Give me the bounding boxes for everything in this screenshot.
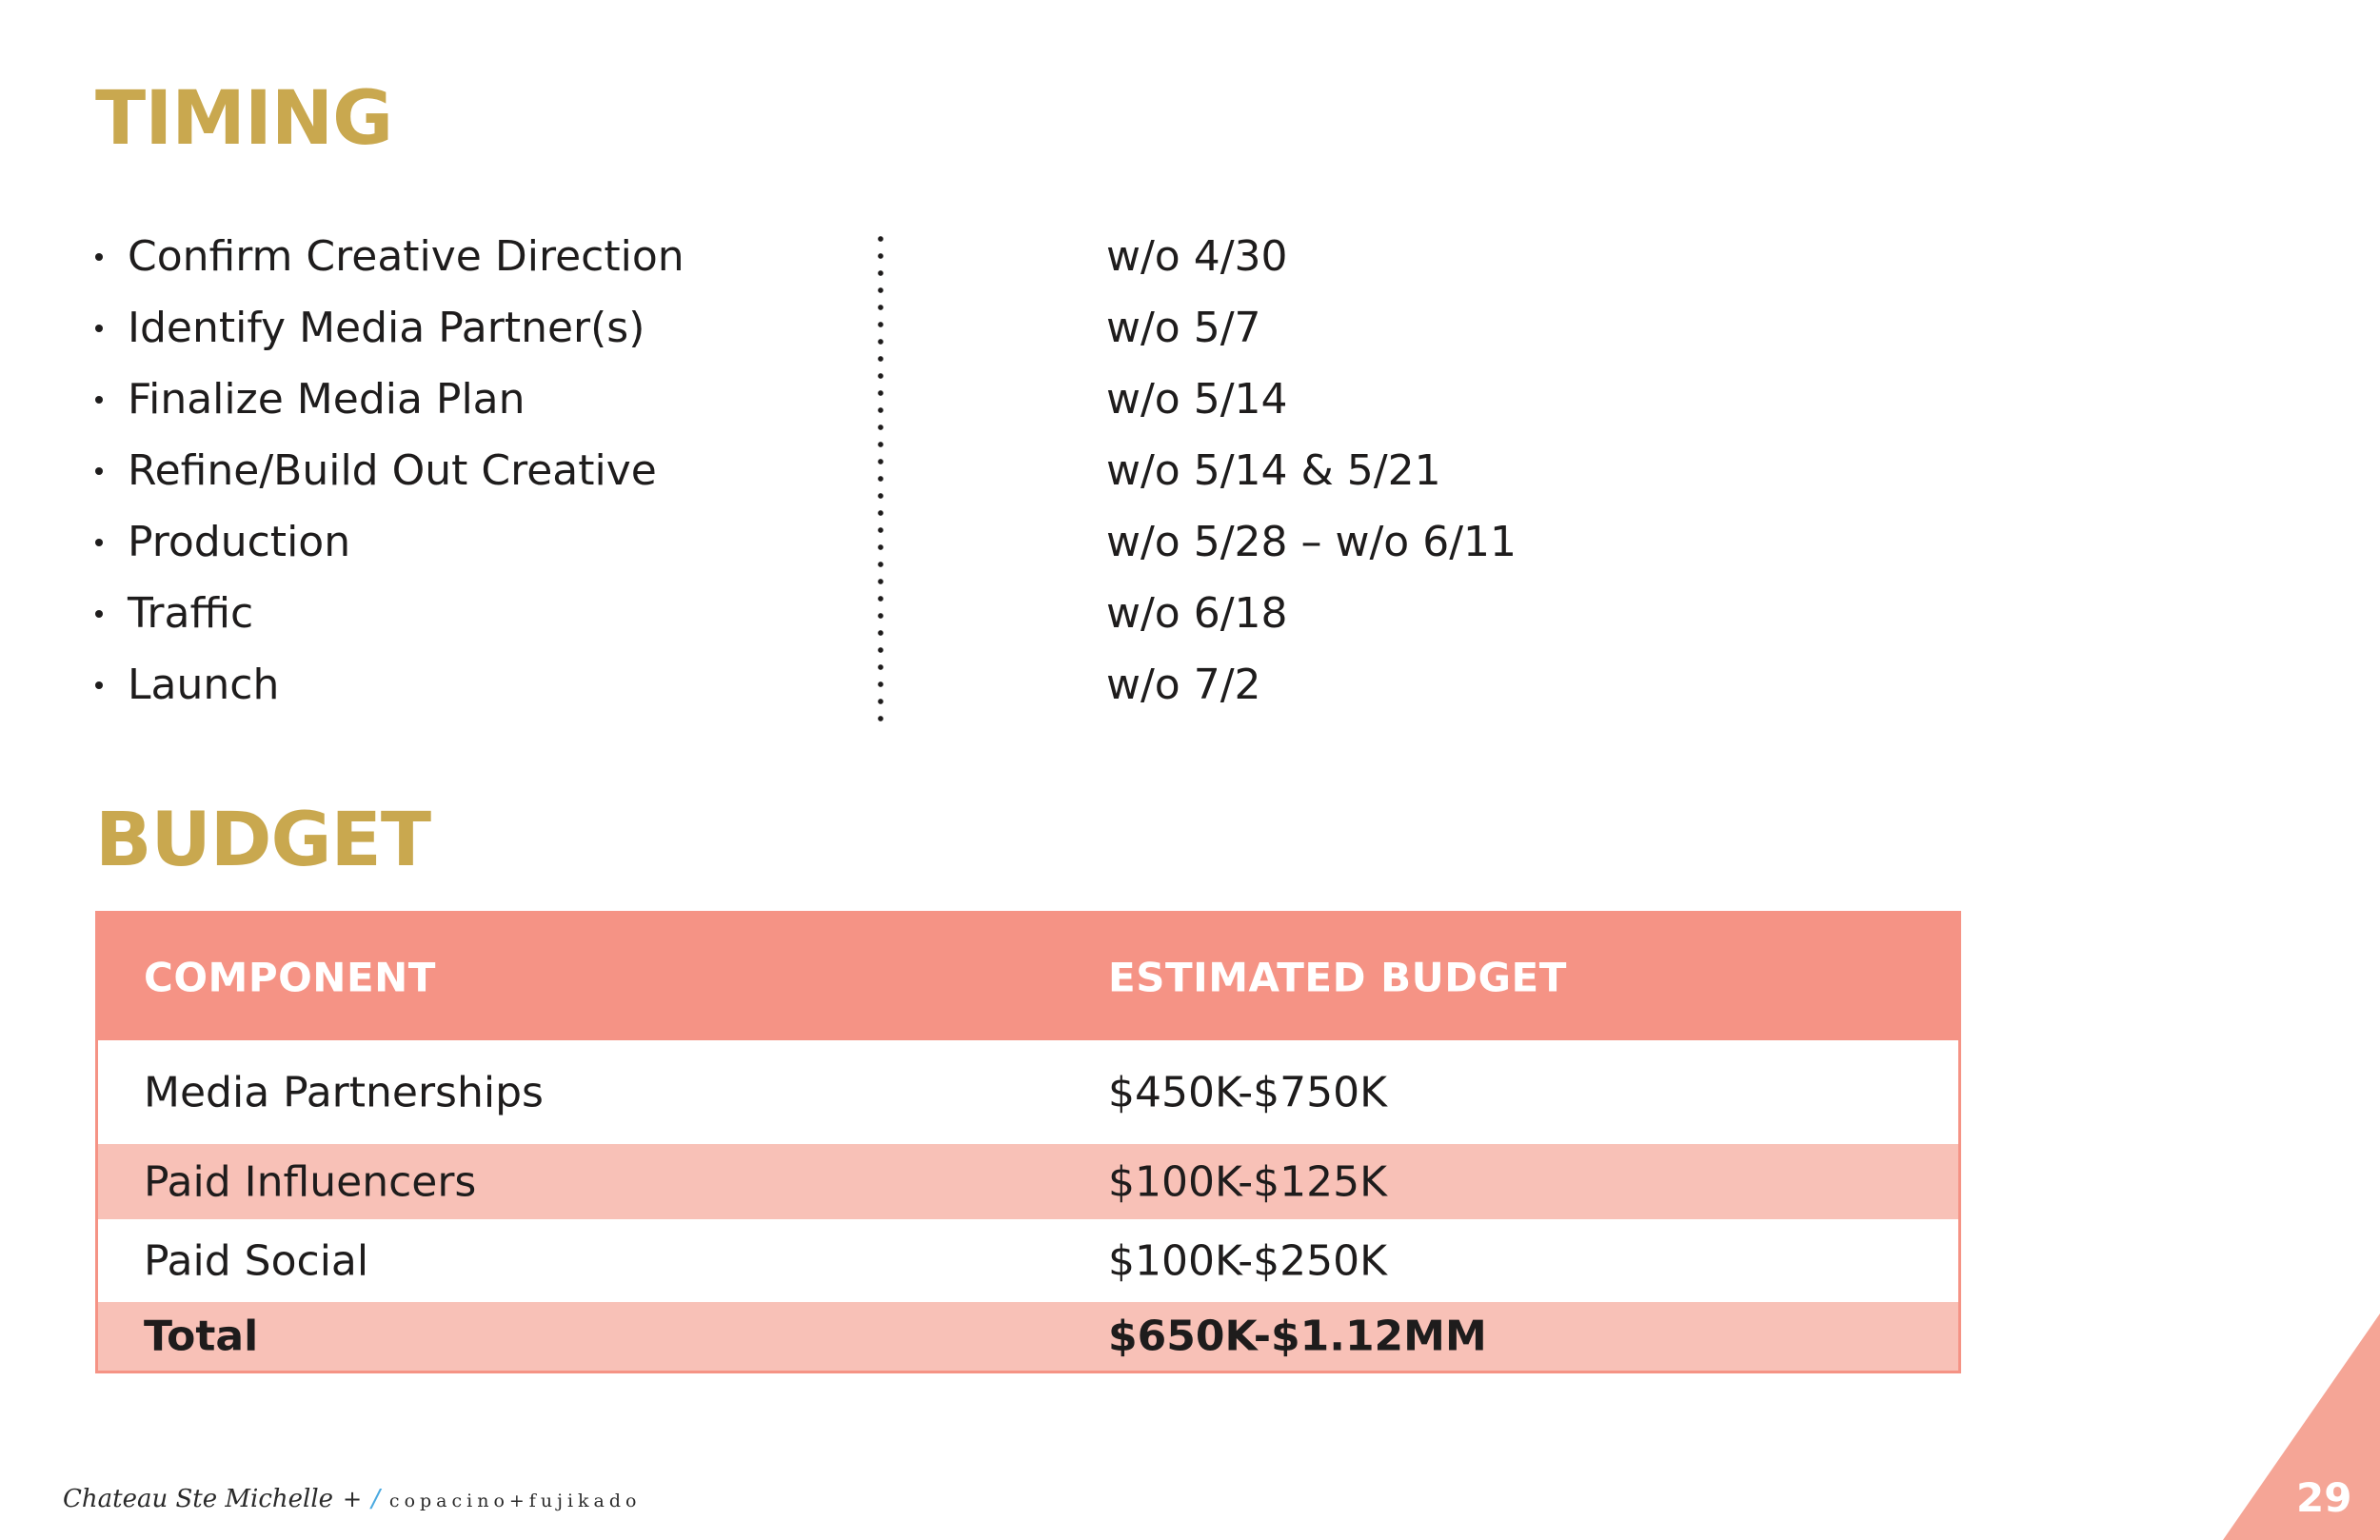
bullet-icon (95, 681, 103, 689)
timing-date: w/o 5/14 (1106, 375, 1288, 424)
timing-task: Traffic (128, 589, 254, 638)
timing-date: w/o 7/2 (1106, 661, 1261, 709)
agency-logo: copacino+fujikado (388, 1491, 642, 1511)
budget-cell: $100K-$125K (1108, 1157, 1387, 1206)
timing-date: w/o 5/7 (1106, 304, 1261, 352)
bullet-icon (95, 253, 103, 261)
timing-date: w/o 5/28 – w/o 6/11 (1106, 518, 1517, 566)
timing-date: w/o 4/30 (1106, 232, 1288, 281)
page-number: 29 (2296, 1474, 2352, 1521)
component-cell: Paid Influencers (144, 1157, 477, 1206)
timing-title: TIMING (95, 76, 393, 162)
timing-task: Production (128, 518, 351, 566)
total-value: $650K-$1.12MM (1108, 1312, 1487, 1361)
timing-task: Launch (128, 661, 280, 709)
budget-title: BUDGET (95, 798, 431, 883)
footer-logo (63, 1485, 642, 1513)
budget-cell: $100K-$250K (1108, 1236, 1387, 1285)
logo-slash: / (371, 1485, 380, 1513)
total-label: Total (144, 1312, 259, 1361)
table-header-row (98, 914, 1958, 1040)
timing-task: Identify Media Partner(s) (128, 304, 645, 352)
header-estimated-budget: ESTIMATED BUDGET (1108, 954, 1567, 1000)
table-row (98, 1219, 1958, 1302)
bullet-icon (95, 539, 103, 546)
budget-table (95, 911, 1961, 1373)
budget-cell: $450K-$750K (1108, 1068, 1387, 1116)
bullet-icon (95, 325, 103, 332)
dotted-divider (878, 230, 883, 721)
bullet-icon (95, 610, 103, 618)
bullet-icon (95, 467, 103, 475)
table-row (98, 1040, 1958, 1144)
header-component: COMPONENT (144, 954, 436, 1000)
table-row (98, 1144, 1958, 1219)
component-cell: Media Partnerships (144, 1068, 544, 1116)
table-total-row (98, 1302, 1958, 1371)
timing-date: w/o 6/18 (1106, 589, 1288, 638)
brand-logo: Chateau Ste Michelle (63, 1485, 334, 1513)
timing-task: Confirm Creative Direction (128, 232, 684, 281)
timing-date: w/o 5/14 & 5/21 (1106, 446, 1441, 495)
bullet-icon (95, 396, 103, 404)
timing-task: Refine/Build Out Creative (128, 446, 657, 495)
logo-plus: + (343, 1486, 363, 1512)
component-cell: Paid Social (144, 1236, 369, 1285)
timing-task: Finalize Media Plan (128, 375, 526, 424)
